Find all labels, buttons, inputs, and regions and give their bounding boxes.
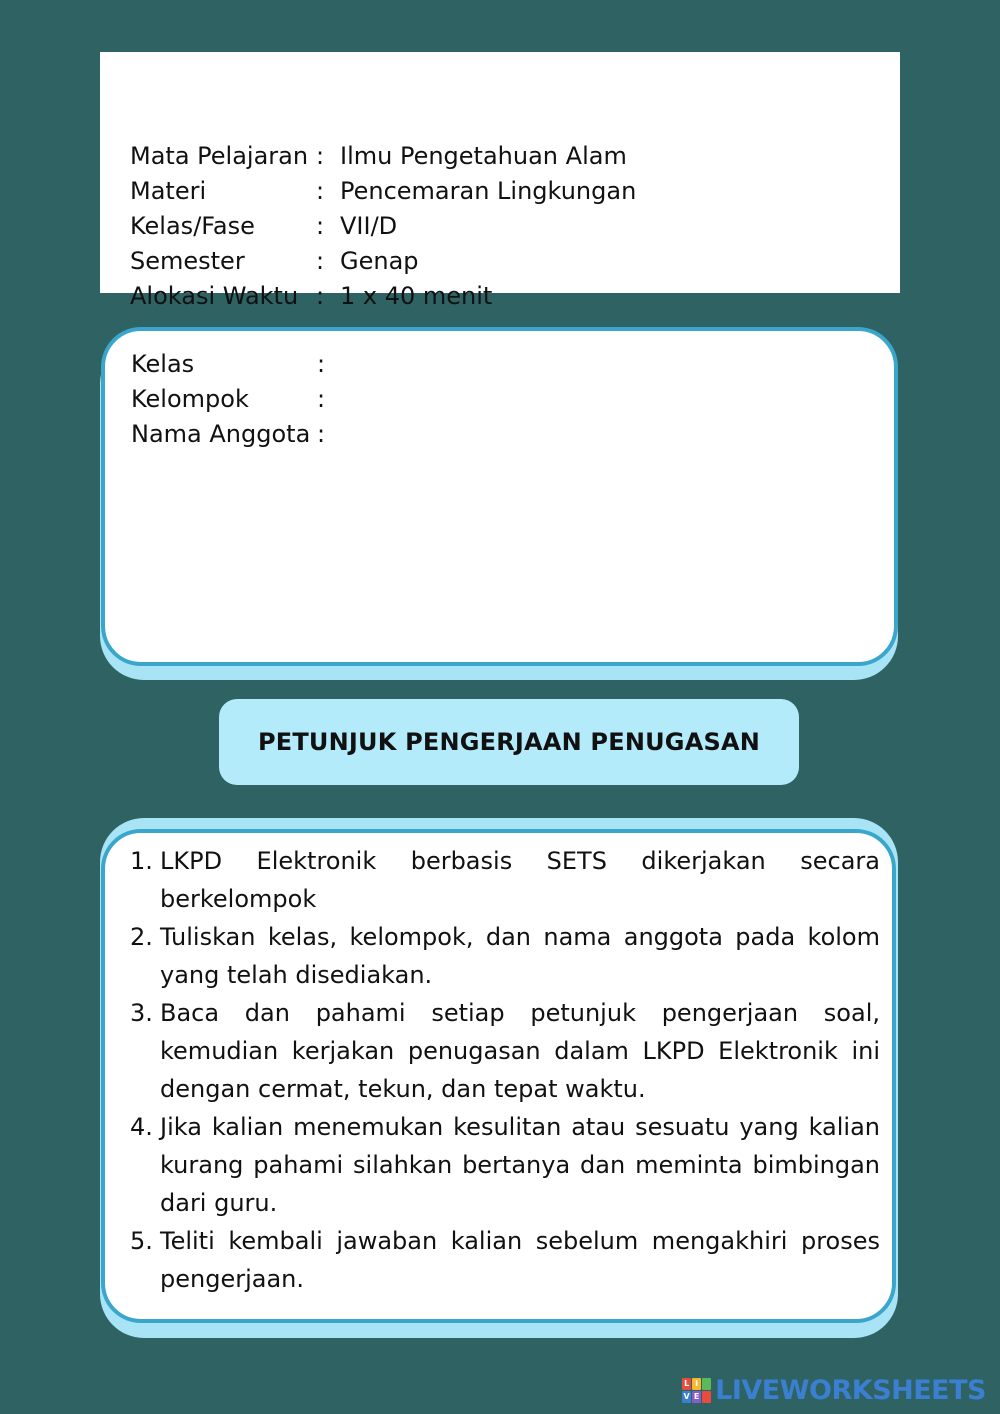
item-text: Tuliskan kelas, kelompok, dan nama anggota pada kolom yang telah disediakan.: [160, 923, 880, 989]
list-item: [130, 994, 880, 1108]
group-row-class: [131, 349, 341, 379]
info-label: Kelas/Fase: [130, 212, 255, 240]
info-colon: :: [316, 212, 325, 240]
logo-cell: [702, 1391, 711, 1403]
info-value: VII/D: [340, 212, 398, 240]
logo-letter: V: [683, 1391, 690, 1401]
logo-letter: I: [692, 1378, 701, 1390]
subject-info-card: [100, 52, 900, 310]
info-value: 1 x 40 menit: [340, 282, 493, 310]
info-row-class-phase: [130, 211, 397, 241]
info-row-subject: [130, 141, 627, 171]
group-identity-box: [101, 327, 898, 666]
info-colon: :: [316, 177, 325, 205]
info-row-semester: [130, 246, 419, 276]
info-value: Pencemaran Lingkungan: [340, 177, 637, 205]
info-row-material: [130, 176, 636, 206]
group-row-group: [131, 384, 341, 414]
liveworksheets-grid-icon: [682, 1378, 711, 1403]
info-label: Alokasi Waktu: [130, 282, 299, 310]
list-item: [130, 918, 880, 994]
item-text: Teliti kembali jawaban kalian sebelum mengakhiri proses pengerjaan.: [160, 1227, 880, 1293]
logo-cell: [702, 1378, 711, 1390]
info-value: Genap: [340, 247, 419, 275]
list-item: [130, 1108, 880, 1222]
info-label: Materi: [130, 177, 207, 205]
item-number: 1.: [130, 847, 153, 875]
item-number: 5.: [130, 1227, 153, 1255]
info-value: Ilmu Pengetahuan Alam: [340, 142, 627, 170]
info-colon: :: [316, 282, 325, 310]
group-label: Kelas: [131, 350, 195, 378]
info-row-time-allocation: [130, 281, 492, 311]
info-colon: :: [316, 247, 325, 275]
group-label: Kelompok: [131, 385, 249, 413]
instructions-list: [130, 842, 880, 1298]
item-number: 2.: [130, 923, 153, 951]
group-colon: :: [317, 385, 326, 413]
item-number: 3.: [130, 999, 153, 1027]
info-label: Mata Pelajaran: [130, 142, 309, 170]
logo-letter: E: [693, 1391, 700, 1401]
group-row-members: [131, 419, 341, 449]
logo-letter: L: [684, 1378, 690, 1388]
group-colon: :: [317, 350, 326, 378]
instructions-title: PETUNJUK PENGERJAAN PENUGASAN: [219, 699, 799, 785]
brand-name: LIVEWORKSHEETS: [715, 1374, 986, 1406]
item-text: Baca dan pahami setiap petunjuk pengerjaan soal, kemudian kerjakan penugasan dalam LKPD Elektronik ini dengan cermat, tekun, dan tepat waktu.: [160, 999, 880, 1103]
info-colon: :: [316, 142, 325, 170]
liveworksheets-logo[interactable]: [682, 1376, 986, 1404]
item-text: LKPD Elektronik berbasis SETS dikerjakan secara berkelompok: [160, 847, 880, 913]
item-number: 4.: [130, 1113, 153, 1141]
group-colon: :: [317, 420, 326, 448]
info-label: Semester: [130, 247, 245, 275]
item-text: Jika kalian menemukan kesulitan atau sesuatu yang kalian kurang pahami silahkan bertanya dan meminta bimbingan dari guru.: [160, 1113, 880, 1217]
list-item: [130, 842, 880, 918]
list-item: [130, 1222, 880, 1298]
group-label: Nama Anggota: [131, 420, 311, 448]
